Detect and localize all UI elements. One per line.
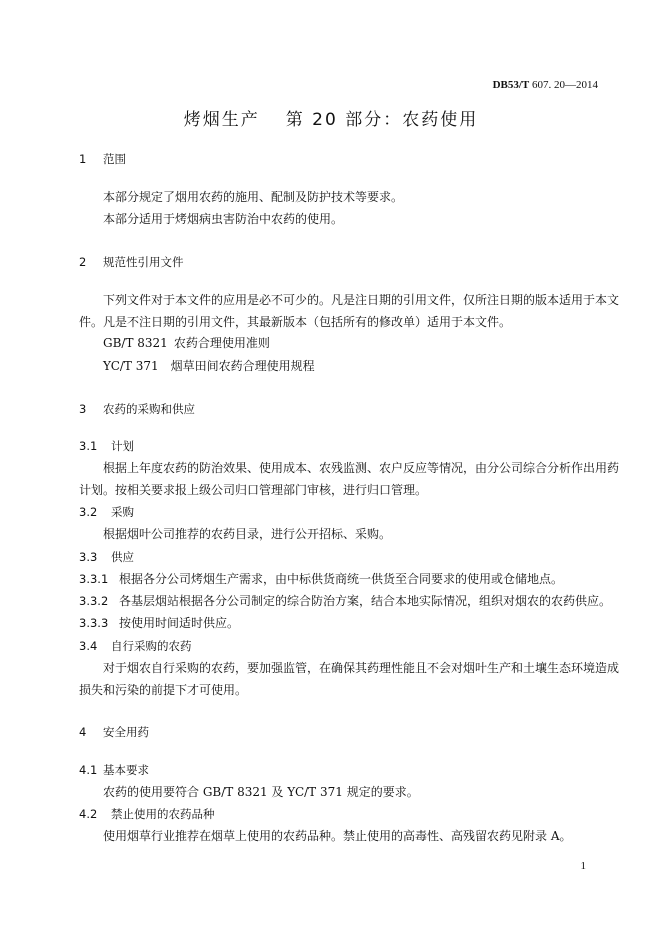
subsection-number: 3.1: [79, 439, 98, 453]
clause-number: 3.3.1: [79, 572, 109, 586]
section-4-heading: [79, 724, 149, 740]
reference-item: [103, 358, 315, 374]
reference-code: YC/T 371: [103, 359, 159, 373]
section-number: 3: [79, 402, 87, 416]
paragraph: 根据烟叶公司推荐的农药目录，进行公开招标、采购。: [103, 527, 392, 541]
paragraph: 根据上年度农药的防治效果、使用成本、农残监测、农户反应等情况，由分公司综合分析作出用药: [103, 461, 620, 475]
document-code: [493, 79, 598, 91]
subsection-title: 采购: [111, 505, 134, 519]
reference-code: GB/T 8321: [103, 336, 168, 350]
clause-number: 3.3.2: [79, 594, 109, 608]
page-title: [0, 105, 662, 130]
section-number: 1: [79, 152, 87, 166]
clause-text: 根据各分公司烤烟生产需求，由中标供货商统一供货至合同要求的使用或仓储地点。: [119, 572, 564, 586]
reference-item: [103, 335, 270, 351]
subsection-3-1-heading: [79, 438, 134, 454]
paragraph: 损失和污染的前提下才可使用。: [79, 683, 248, 697]
title-part1: 烤烟生产: [183, 110, 260, 130]
clause-3-3-2: [79, 593, 611, 609]
section-title: 安全用药: [103, 725, 149, 739]
paragraph: 农药的使用要符合 GB/T 8321 及 YC/T 371 规定的要求。: [103, 785, 419, 799]
subsection-3-4-heading: [79, 638, 192, 654]
paragraph: 对于烟农自行采购的农药，要加强监管，在确保其药理性能且不会对烟叶生产和土壤生态环境造成: [103, 661, 620, 675]
subsection-number: 3.3: [79, 550, 98, 564]
reference-title: 烟草田间农药合理使用规程: [170, 359, 315, 373]
subsection-number: 4.2: [79, 807, 98, 821]
clause-text: 按使用时间适时供应。: [119, 616, 240, 630]
paragraph: 使用烟草行业推荐在烟草上使用的农药品种。禁止使用的高毒性、高残留农药见附录 A。: [103, 829, 572, 843]
subsection-title: 自行采购的农药: [111, 639, 192, 653]
clause-3-3-3: [79, 615, 239, 631]
subsection-number: 3.2: [79, 505, 98, 519]
section-number: 2: [79, 255, 87, 269]
subsection-3-2-heading: [79, 504, 134, 520]
section-1-heading: [79, 151, 126, 167]
subsection-title: 禁止使用的农药品种: [111, 807, 215, 821]
section-title: 规范性引用文件: [103, 255, 184, 269]
subsection-title: 计划: [111, 439, 134, 453]
clause-3-3-1: [79, 571, 563, 587]
title-part2: 第 20 部分：农药使用: [285, 110, 479, 130]
subsection-number: 3.4: [79, 639, 98, 653]
subsection-title: 基本要求: [103, 763, 149, 777]
clause-text: 各基层烟站根据各分公司制定的综合防治方案，结合本地实际情况，组织对烟农的农药供应。: [119, 594, 612, 608]
subsection-4-2-heading: [79, 806, 215, 822]
section-title: 范围: [103, 152, 126, 166]
paragraph: 下列文件对于本文件的应用是必不可少的。凡是注日期的引用文件，仅所注日期的版本适用于本文: [103, 293, 620, 307]
clause-number: 3.3.3: [79, 616, 109, 630]
subsection-number: 4.1: [79, 763, 98, 777]
paragraph: 计划。按相关要求报上级公司归口管理部门审核，进行归口管理。: [79, 483, 428, 497]
section-2-heading: [79, 254, 184, 270]
subsection-3-3-heading: [79, 549, 134, 565]
reference-title: 农药合理使用准则: [173, 336, 270, 350]
paragraph: 本部分适用于烤烟病虫害防治中农药的使用。: [103, 212, 344, 226]
section-title: 农药的采购和供应: [103, 402, 195, 416]
page-number: 1: [580, 860, 586, 872]
paragraph: 件。凡是不注日期的引用文件，其最新版本（包括所有的修改单）适用于本文件。: [79, 315, 512, 329]
subsection-4-1-heading: [79, 762, 149, 778]
standard-code: DB53/T: [492, 79, 530, 91]
paragraph: 本部分规定了烟用农药的施用、配制及防护技术等要求。: [103, 190, 404, 204]
section-3-heading: [79, 401, 195, 417]
subsection-title: 供应: [111, 550, 134, 564]
section-number: 4: [79, 725, 87, 739]
standard-number: 607. 20—2014: [532, 79, 598, 91]
